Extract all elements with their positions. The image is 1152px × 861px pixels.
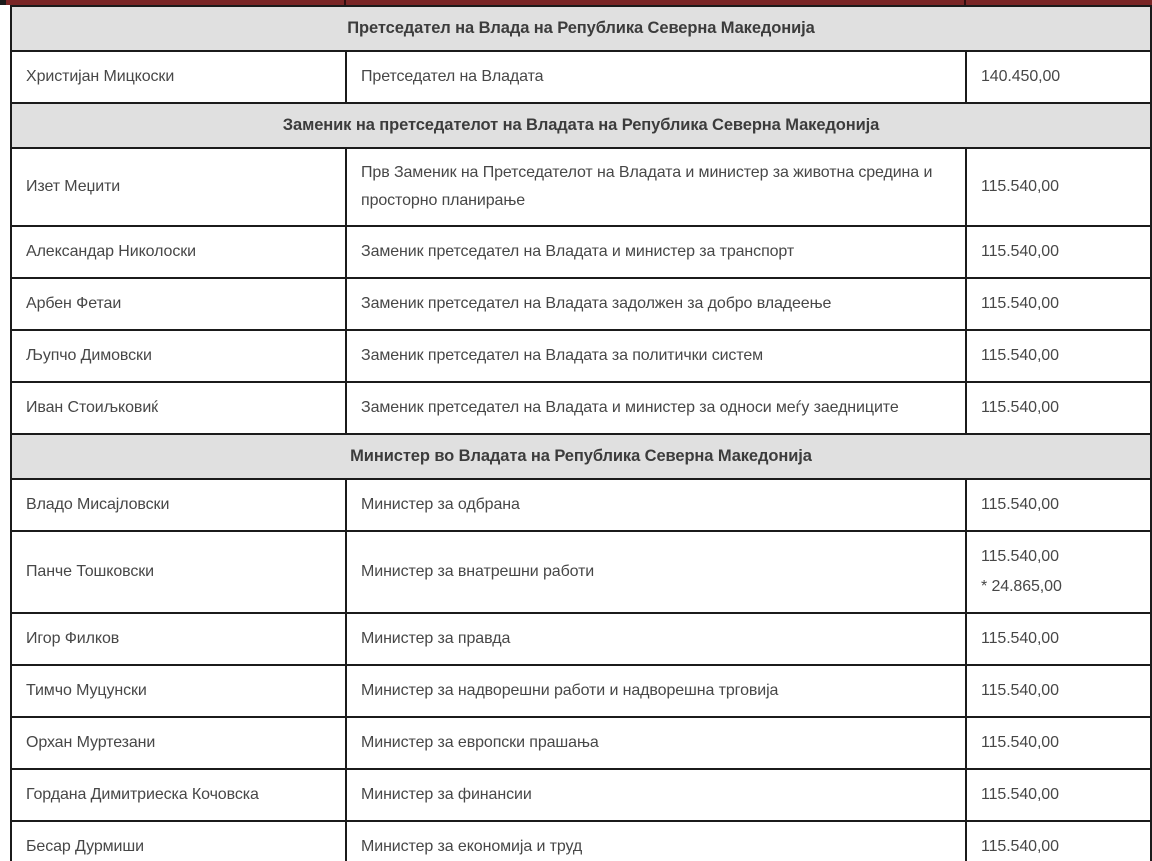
section-header-row xyxy=(11,434,1151,479)
official-position: Министер за европски прашања xyxy=(346,717,966,769)
salary-line: 115.540,00 xyxy=(981,295,1059,312)
official-salary xyxy=(966,278,1151,330)
official-position: Министер за финансии xyxy=(346,769,966,821)
official-name: Љупчо Димовски xyxy=(11,330,346,382)
official-position: Министер за надворешни работи и надворешна трговија xyxy=(346,665,966,717)
salary-line: 115.540,00 xyxy=(981,243,1059,260)
government-salary-table xyxy=(10,5,1152,861)
official-name: Арбен Фетаи xyxy=(11,278,346,330)
table-row xyxy=(11,769,1151,821)
official-salary xyxy=(966,479,1151,531)
salary-line: 115.540,00 xyxy=(981,399,1059,416)
official-salary xyxy=(966,769,1151,821)
section-header-row xyxy=(11,6,1151,51)
section-header-title: Министер во Владата на Република Северна Македонија xyxy=(11,434,1151,479)
official-position: Заменик претседател на Владата и министер за односи меѓу заедниците xyxy=(346,382,966,434)
table-row xyxy=(11,330,1151,382)
table-row xyxy=(11,821,1151,861)
salary-line: 115.540,00 xyxy=(981,496,1059,513)
official-name: Изет Меџити xyxy=(11,148,346,226)
official-name: Панче Тошковски xyxy=(11,531,346,613)
official-position: Министер за економија и труд xyxy=(346,821,966,861)
table-row xyxy=(11,382,1151,434)
official-salary xyxy=(966,717,1151,769)
salary-line: 115.540,00 xyxy=(981,682,1059,699)
table-row xyxy=(11,148,1151,226)
official-name: Бесар Дурмиши xyxy=(11,821,346,861)
official-name: Иван Стоиљковиќ xyxy=(11,382,346,434)
table-row xyxy=(11,51,1151,103)
salary-line: 115.540,00 xyxy=(981,548,1059,565)
table-row xyxy=(11,479,1151,531)
table-row xyxy=(11,226,1151,278)
official-salary xyxy=(966,613,1151,665)
official-position: Министер за внатрешни работи xyxy=(346,531,966,613)
section-header-row xyxy=(11,103,1151,148)
official-salary xyxy=(966,665,1151,717)
official-salary xyxy=(966,148,1151,226)
salary-line: 115.540,00 xyxy=(981,347,1059,364)
official-salary xyxy=(966,330,1151,382)
official-position: Претседател на Владата xyxy=(346,51,966,103)
official-position: Заменик претседател на Владата за политички систем xyxy=(346,330,966,382)
official-position: Министер за правда xyxy=(346,613,966,665)
official-salary xyxy=(966,382,1151,434)
official-position: Заменик претседател на Владата задолжен за добро владеење xyxy=(346,278,966,330)
table-row xyxy=(11,278,1151,330)
salary-line: * 24.865,00 xyxy=(981,578,1062,595)
header-strip-left-border xyxy=(0,0,6,5)
official-position: Министер за одбрана xyxy=(346,479,966,531)
section-header-title: Заменик на претседателот на Владата на Република Северна Македонија xyxy=(11,103,1151,148)
official-name: Владо Мисајловски xyxy=(11,479,346,531)
official-name: Александар Николоски xyxy=(11,226,346,278)
official-salary xyxy=(966,531,1151,613)
official-name: Игор Филков xyxy=(11,613,346,665)
salary-line: 115.540,00 xyxy=(981,630,1059,647)
official-name: Тимчо Муцунски xyxy=(11,665,346,717)
salary-table-body xyxy=(11,6,1151,861)
official-name: Христијан Мицкоски xyxy=(11,51,346,103)
table-row xyxy=(11,717,1151,769)
official-salary xyxy=(966,51,1151,103)
salary-line: 115.540,00 xyxy=(981,734,1059,751)
salary-line: 115.540,00 xyxy=(981,786,1059,803)
table-row xyxy=(11,613,1151,665)
official-name: Орхан Муртезани xyxy=(11,717,346,769)
section-header-title: Претседател на Влада на Република Северна Македонија xyxy=(11,6,1151,51)
salary-line: 115.540,00 xyxy=(981,178,1059,195)
salary-line: 115.540,00 xyxy=(981,838,1059,855)
official-salary xyxy=(966,821,1151,861)
official-salary xyxy=(966,226,1151,278)
table-row xyxy=(11,665,1151,717)
official-name: Гордана Димитриеска Кочовска xyxy=(11,769,346,821)
table-row xyxy=(11,531,1151,613)
salary-line: 140.450,00 xyxy=(981,68,1061,85)
official-position: Заменик претседател на Владата и министер за транспорт xyxy=(346,226,966,278)
official-position: Прв Заменик на Претседателот на Владата и министер за животна средина и просторно планирање xyxy=(346,148,966,226)
